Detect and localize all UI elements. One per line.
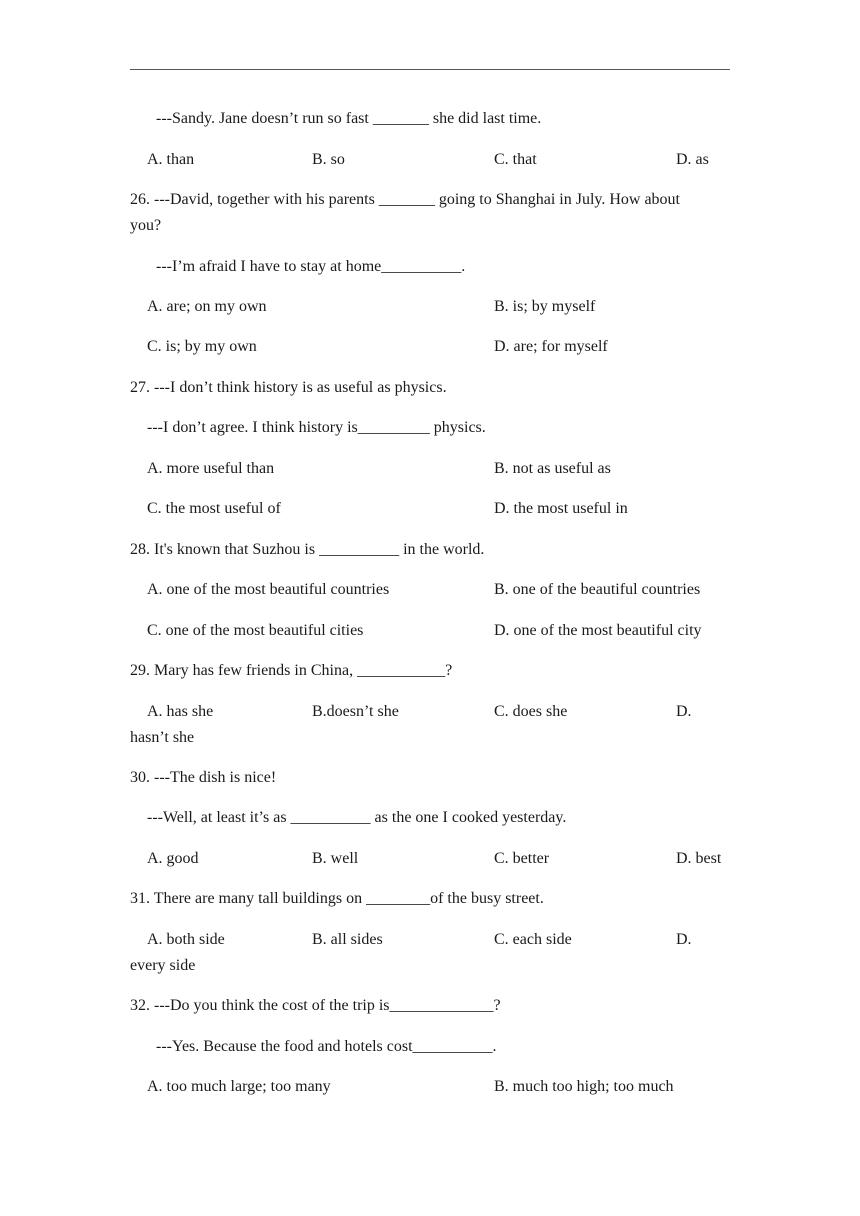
q31-option-d-cont: every side (130, 957, 196, 974)
q32-option-a: A. too much large; too many (147, 1078, 331, 1095)
q30-option-d: D. best (676, 850, 722, 867)
q31-option-d: D. (676, 931, 692, 948)
q26-question-cont: you? (130, 217, 162, 234)
q28-option-c: C. one of the most beautiful cities (147, 622, 364, 639)
q29-option-d-cont: hasn’t she (130, 729, 195, 746)
q29-option-a: A. has she (147, 703, 214, 720)
q29-option-c: C. does she (494, 703, 568, 720)
q28-question: 28. It's known that Suzhou is __________ in the world. (130, 541, 485, 558)
q31-question: 31. There are many tall buildings on ________of the busy street. (130, 890, 544, 907)
q32-question: 32. ---Do you think the cost of the trip is_____________? (130, 997, 501, 1014)
header-rule (130, 69, 730, 70)
q26-option-c: C. is; by my own (147, 338, 257, 355)
q25-option-b: B. so (312, 151, 345, 168)
q27-option-b: B. not as useful as (494, 460, 611, 477)
q28-option-b: B. one of the beautiful countries (494, 581, 701, 598)
q31-option-b: B. all sides (312, 931, 383, 948)
q29-question: 29. Mary has few friends in China, ___________? (130, 662, 453, 679)
q30-option-a: A. good (147, 850, 199, 867)
q26-response: ---I’m afraid I have to stay at home__________. (156, 258, 466, 275)
q25-option-a: A. than (147, 151, 195, 168)
q28-option-d: D. one of the most beautiful city (494, 622, 702, 639)
q29-option-d: D. (676, 703, 692, 720)
q26-question: 26. ---David, together with his parents _______ going to Shanghai in July. How about (130, 191, 680, 208)
q32-option-b: B. much too high; too much (494, 1078, 674, 1095)
q31-option-a: A. both side (147, 931, 225, 948)
q32-response: ---Yes. Because the food and hotels cost__________. (156, 1038, 497, 1055)
q25-option-c: C. that (494, 151, 537, 168)
q28-option-a: A. one of the most beautiful countries (147, 581, 390, 598)
q27-option-a: A. more useful than (147, 460, 275, 477)
q30-option-b: B. well (312, 850, 359, 867)
q27-option-c: C. the most useful of (147, 500, 281, 517)
q30-question: 30. ---The dish is nice! (130, 769, 277, 786)
q29-option-b: B.doesn’t she (312, 703, 399, 720)
q25-response: ---Sandy. Jane doesn’t run so fast _______ she did last time. (156, 110, 542, 127)
q31-option-c: C. each side (494, 931, 572, 948)
q26-option-a: A. are; on my own (147, 298, 267, 315)
q26-option-d: D. are; for myself (494, 338, 608, 355)
q25-option-d: D. as (676, 151, 709, 168)
q27-response: ---I don’t agree. I think history is_________ physics. (147, 419, 486, 436)
q30-option-c: C. better (494, 850, 550, 867)
q27-question: 27. ---I don’t think history is as useful as physics. (130, 379, 447, 396)
q27-option-d: D. the most useful in (494, 500, 628, 517)
q30-response: ---Well, at least it’s as __________ as the one I cooked yesterday. (147, 809, 567, 826)
q26-option-b: B. is; by myself (494, 298, 596, 315)
